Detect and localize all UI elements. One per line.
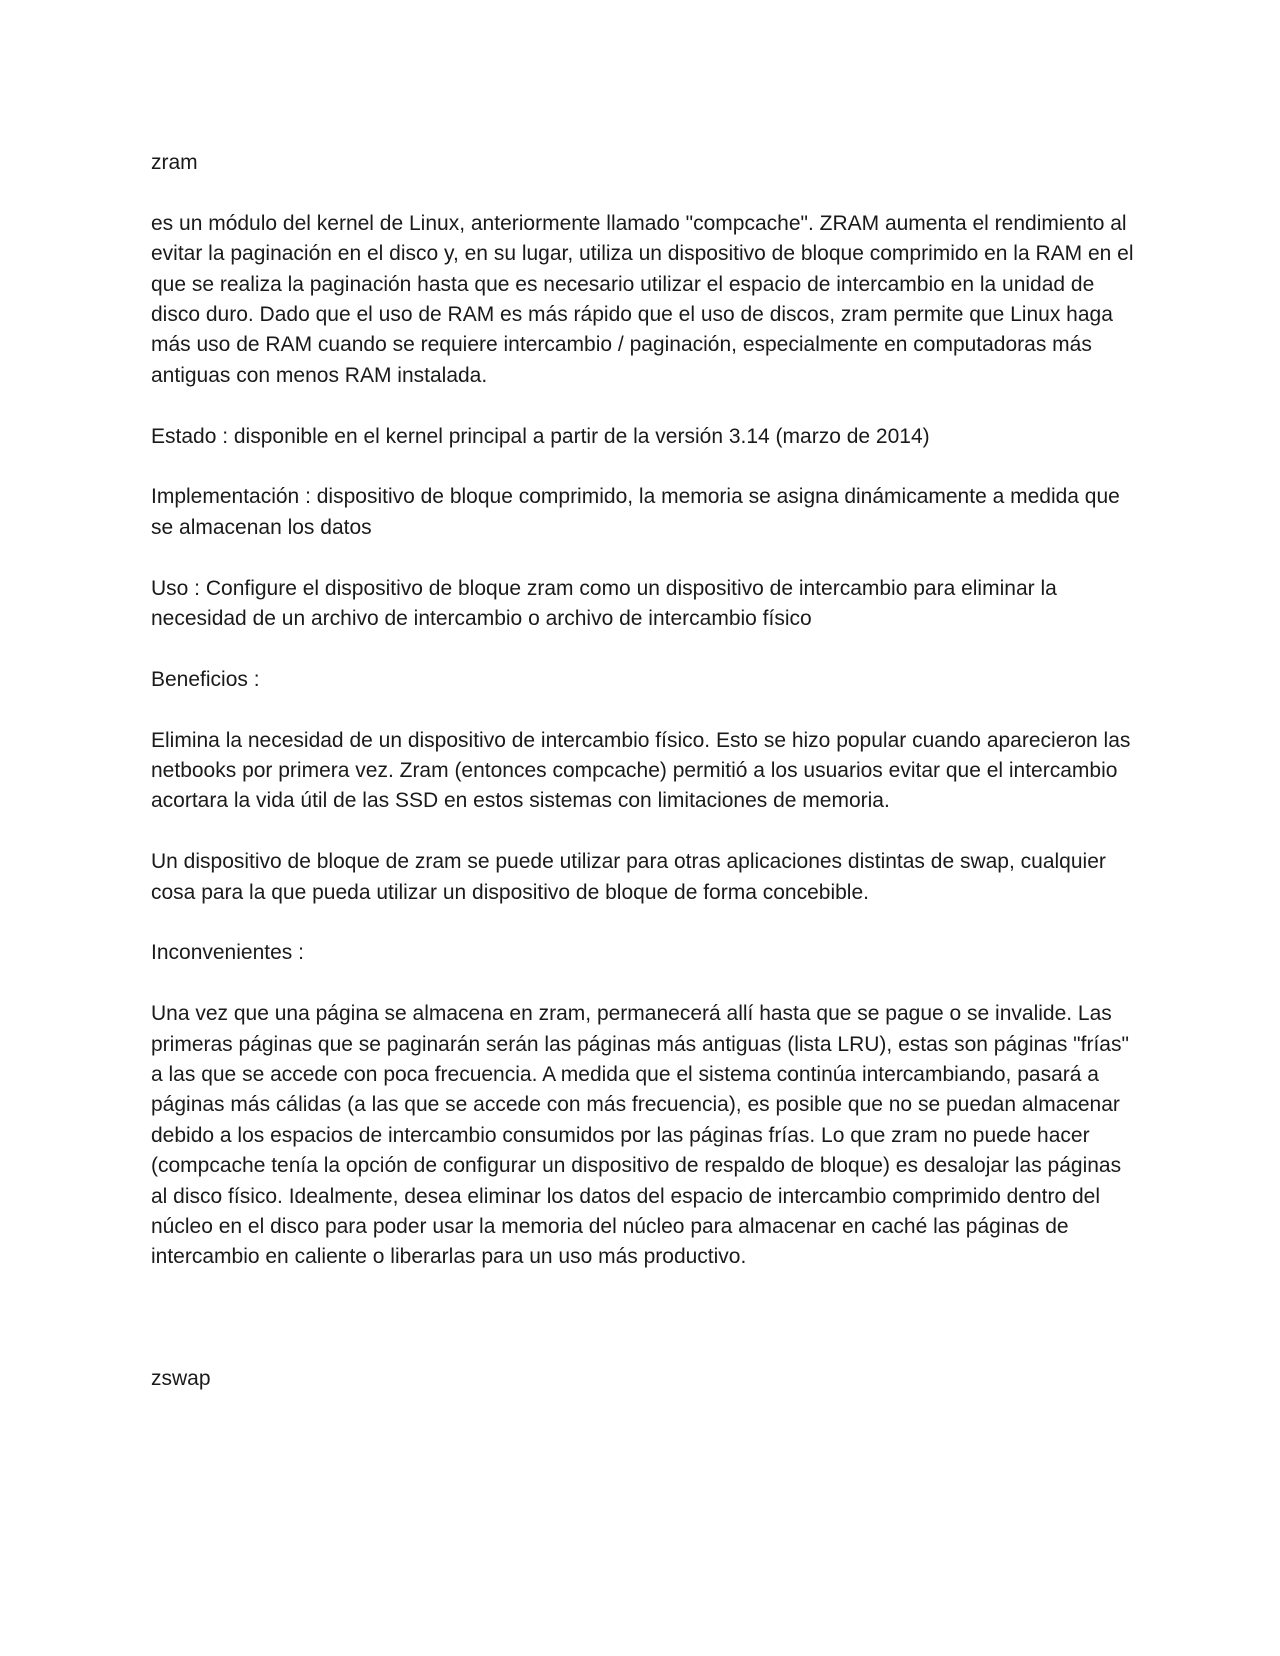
paragraph-estado: Estado : disponible en el kernel principal a partir de la versión 3.14 (marzo de 2014): [151, 424, 930, 448]
label-inconvenientes: Inconvenientes :: [151, 941, 304, 965]
heading-zswap: zswap: [151, 1366, 211, 1390]
paragraph-beneficio-1: Elimina la necesidad de un dispositivo de intercambio físico. Esto se hizo popular cuando aparecieron las netbooks por primera vez. Zram (entonces compcache) permitió a los usuarios evitar que el intercambio acortara la vida útil de las SSD en estos sistemas con limitaciones de memoria.: [151, 728, 1131, 813]
document-body: [151, 148, 1141, 1394]
heading-zram: zram: [151, 151, 198, 174]
paragraph-beneficio-2: Un dispositivo de bloque de zram se puede utilizar para otras aplicaciones distintas de swap, cualquier cosa para la que pueda utilizar un dispositivo de bloque de forma concebible.: [151, 850, 1106, 904]
paragraph-uso: Uso : Configure el dispositivo de bloque zram como un dispositivo de intercambio para eliminar la necesidad de un archivo de intercambio o archivo de intercambio físico: [151, 576, 1057, 631]
label-beneficios: Beneficios :: [151, 667, 260, 691]
paragraph-intro: es un módulo del kernel de Linux, anteriormente llamado "compcache". ZRAM aumenta el rendimiento al evitar la paginación en el disco y, en su lugar, utiliza un dispositivo de bloque comprimido en la RAM en el que se realiza la paginación hasta que es necesario utilizar el espacio de intercambio en la unidad de disco duro. Dado que el uso de RAM es más rápido que el uso de discos, zram permite que Linux haga más uso de RAM cuando se requiere intercambio / paginación, especialmente en computadoras más antiguas con menos RAM instalada.: [151, 211, 1134, 387]
paragraph-implementacion: Implementación : dispositivo de bloque comprimido, la memoria se asigna dinámicamente a medida que se almacenan los datos: [151, 485, 1120, 539]
paragraph-inconveniente-1: Una vez que una página se almacena en zram, permanecerá allí hasta que se pague o se invalide. Las primeras páginas que se paginarán serán las páginas más antiguas (lista LRU), estas son páginas "frías" a las que se accede con poca frecuencia. A medida que el sistema continúa intercambiando, pasará a páginas más cálidas (a las que se accede con más frecuencia), es posible que no se puedan almacenar debido a los espacios de intercambio consumidos por las páginas frías. Lo que zram no puede hacer (compcache tenía la opción de configurar un dispositivo de respaldo de bloque) es desalojar las páginas al disco físico. Idealmente, desea eliminar los datos del espacio de intercambio comprimido dentro del núcleo en el disco para poder usar la memoria del núcleo para almacenar en caché las páginas de intercambio en caliente o liberarlas para un uso más productivo.: [151, 1002, 1129, 1269]
